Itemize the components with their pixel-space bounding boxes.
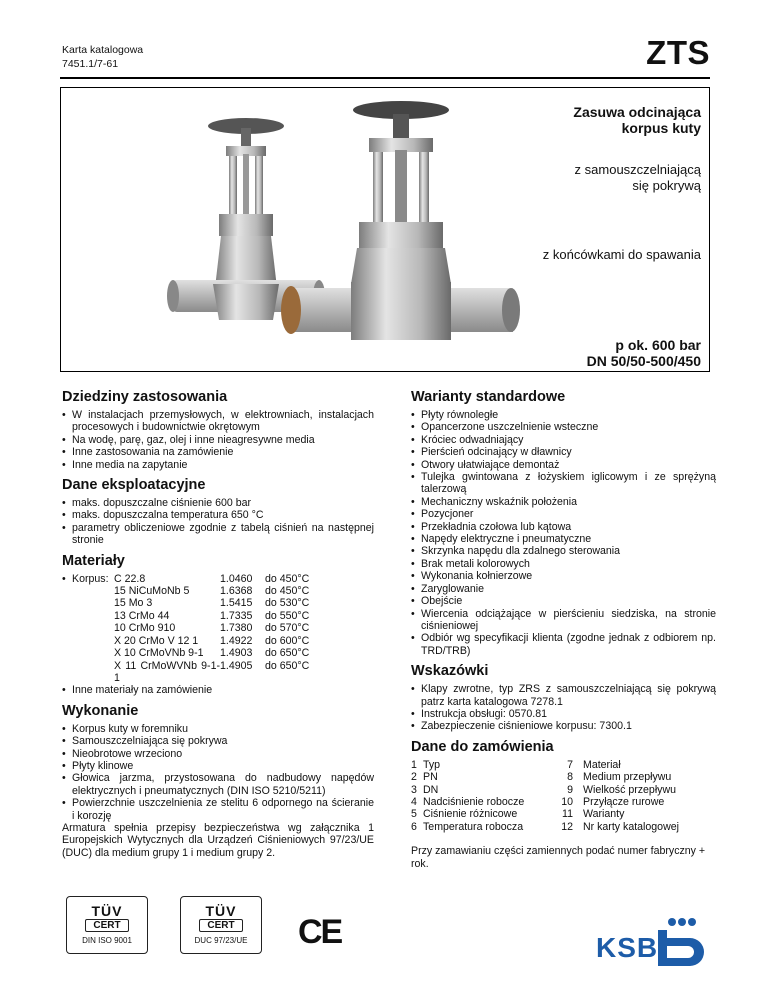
order-label: Materiał	[583, 758, 621, 771]
material-name: X 10 CrMoVNb 9-1	[114, 647, 204, 660]
material-code: 1.4903	[220, 647, 253, 660]
order-label: Medium przepływu	[583, 771, 672, 784]
section-title-variants: Warianty standardowe	[411, 389, 566, 405]
materials-list	[62, 573, 374, 697]
order-label: Przyłącze rurowe	[583, 795, 665, 808]
material-row	[72, 585, 374, 597]
material-row	[72, 573, 374, 585]
section-title-operating-data: Dane eksploatacyjne	[62, 477, 206, 494]
header-divider	[60, 77, 710, 79]
material-code: 1.4905	[220, 659, 253, 672]
material-name: X 20 CrMo V 12 1	[114, 634, 199, 647]
material-temp: do 550°C	[265, 609, 310, 622]
list-item: • Obejście	[411, 595, 716, 607]
list-item: • Płyty klinowe	[62, 760, 374, 772]
order-row	[411, 808, 716, 820]
cert-logo-text: CERT	[199, 919, 243, 932]
order-data-table	[411, 759, 716, 833]
materials-table	[62, 573, 374, 685]
section-title-materials: Materiały	[62, 552, 125, 569]
material-row	[72, 647, 374, 659]
hero-title-line2: korpus kuty	[621, 120, 701, 136]
notes-list	[411, 683, 716, 733]
ksb-logo-mark	[656, 914, 708, 970]
variants-list	[411, 409, 716, 657]
order-row	[411, 796, 716, 808]
list-item: • W instalacjach przemysłowych, w elektrowniach, instalacjach procesowych i budownictwie okrętowym	[62, 409, 374, 434]
material-temp: do 600°C	[265, 634, 310, 647]
list-item: • Korpus kuty w foremniku	[62, 723, 374, 735]
order-label: Nadciśnienie robocze	[423, 795, 525, 808]
order-label: Temperatura robocza	[423, 820, 524, 833]
valve-image	[101, 88, 521, 371]
order-row	[411, 771, 716, 783]
order-num: 4	[411, 795, 417, 808]
list-item: • Otwory ułatwiające demontaż	[411, 459, 716, 471]
large-valve	[281, 101, 520, 340]
order-num: 9	[567, 783, 573, 796]
left-column	[62, 389, 374, 859]
hero-sub1-line1: z samouszczelniającą	[574, 162, 701, 177]
list-item: • Wykonania kołnierzowe	[411, 570, 716, 582]
order-label: Warianty	[583, 808, 625, 821]
section-title-order-data: Dane do zamówienia	[411, 738, 554, 755]
list-item: • Opancerzone uszczelnienie wsteczne	[411, 421, 716, 433]
hero-box	[60, 87, 710, 372]
order-num: 8	[567, 771, 573, 784]
material-code: 1.7380	[220, 622, 253, 635]
design-list	[62, 723, 374, 822]
list-item: • Pozycjoner	[411, 508, 716, 520]
order-num: 7	[567, 758, 573, 771]
material-code: 1.4922	[220, 634, 253, 647]
material-code: 1.6368	[220, 585, 253, 598]
order-num: 11	[562, 808, 573, 821]
list-item: • Wiercenia odciążające w pierścieniu siedziska, na stronie ciśnieniowej	[411, 608, 716, 633]
tuv-cert-label: DIN ISO 9001	[82, 936, 132, 945]
list-item: • maks. dopuszczalne ciśnienie 600 bar	[62, 497, 374, 509]
material-name: C 22.8	[114, 572, 146, 585]
spec-dn: DN 50/50-500/450	[586, 353, 701, 369]
material-name: 15 NiCuMoNb 5	[114, 585, 190, 598]
hero-specs	[587, 337, 701, 369]
material-row	[72, 597, 374, 609]
material-temp: do 570°C	[265, 622, 310, 635]
list-item: • Inne media na zapytanie	[62, 459, 374, 471]
order-label: DN	[423, 783, 439, 796]
list-item: • Króciec odwadniający	[411, 434, 716, 446]
design-note: Armatura spełnia przepisy bezpieczeństwa wg załącznika 1 Europejskich Wytycznych dla Urządzeń Ciśnieniowych 97/23/UE (DUC) dla medium grupy 1 i medium grupy 2.	[62, 821, 374, 859]
list-item: • Inne zastosowania na zamówienie	[62, 446, 374, 458]
applications-list	[62, 409, 374, 471]
cert-logo-text: CERT	[85, 919, 129, 932]
list-item: • Inne materiały na zamówienie	[62, 684, 374, 696]
list-item: • Samouszczelniająca się pokrywa	[62, 735, 374, 747]
hero-title-line1: Zasuwa odcinająca	[573, 104, 701, 120]
order-num: 6	[411, 820, 417, 833]
doc-header	[62, 43, 143, 71]
tuv-cert-badge-duc	[180, 896, 262, 954]
order-label: Wielkość przepływu	[583, 783, 677, 796]
material-temp: do 650°C	[265, 659, 310, 672]
hero-subtitle-2: z końcówkami do spawania	[542, 247, 701, 262]
order-row	[411, 821, 716, 833]
ksb-logo	[596, 926, 714, 976]
material-temp: do 450°C	[265, 572, 310, 585]
material-temp: do 450°C	[265, 585, 310, 598]
material-temp: do 650°C	[265, 647, 310, 660]
doc-number: 7451.1/7-61	[62, 58, 119, 70]
list-item: • Mechaniczny wskaźnik położenia	[411, 496, 716, 508]
list-item: • Napędy elektryczne i pneumatyczne	[411, 533, 716, 545]
list-item: • Zabezpieczenie ciśnieniowe korpusu: 7300.1	[411, 720, 716, 732]
list-item: • Instrukcja obsługi: 0570.81	[411, 708, 716, 720]
list-item: • Głowica jarzma, przystosowana do nadbudowy napędów elektrycznych i pneumatycznych (DIN ISO 5210/5211)	[62, 772, 374, 797]
list-item: • Powierzchnie uszczelnienia ze stelitu 6 odpornego na ścieranie i korozję	[62, 797, 374, 822]
product-code: ZTS	[646, 34, 710, 71]
tuv-cert-label: DUC 97/23/UE	[194, 936, 248, 945]
operating-data-list	[62, 497, 374, 547]
right-column	[411, 389, 716, 870]
material-row	[72, 635, 374, 647]
hero-title	[573, 104, 701, 136]
list-item: • Klapy zwrotne, typ ZRS z samouszczelniającą się pokrywą patrz karta katalogowa 7278.1	[411, 683, 716, 708]
list-item: • Przekładnia czołowa lub kątowa	[411, 521, 716, 533]
section-title-notes: Wskazówki	[411, 663, 489, 680]
doc-type: Karta katalogowa	[62, 44, 144, 56]
material-code: 1.0460	[220, 572, 253, 585]
order-label: PN	[423, 771, 438, 784]
list-item: • Skrzynka napędu dla zdalnego sterowania	[411, 545, 716, 557]
material-name: 10 CrMo 910	[114, 622, 176, 635]
list-item: • Tulejka gwintowana z łożyskiem iglicowym i ze sprężyną talerzową	[411, 471, 716, 496]
material-row	[72, 610, 374, 622]
material-code: 1.5415	[220, 597, 253, 610]
list-item: • maks. dopuszczalna temperatura 650 °C	[62, 509, 374, 521]
tuv-logo-text: TÜV	[91, 903, 123, 919]
order-num: 5	[411, 808, 417, 821]
material-name: 13 CrMo 44	[114, 609, 170, 622]
ce-mark: CE	[298, 913, 342, 951]
section-title-applications: Dziedziny zastosowania	[62, 389, 228, 405]
tuv-logo-text: TÜV	[205, 903, 237, 919]
list-item: • parametry obliczeniowe zgodnie z tabelą ciśnień na następnej stronie	[62, 522, 374, 547]
material-name: 15 Mo 3	[114, 597, 153, 610]
material-row	[72, 660, 374, 685]
order-num: 10	[561, 795, 573, 808]
order-num: 3	[411, 783, 417, 796]
hero-subtitle-1	[575, 162, 701, 194]
material-temp: do 530°C	[265, 597, 310, 610]
order-label: Ciśnienie różnicowe	[423, 808, 518, 821]
list-item: • Płyty równoległe	[411, 409, 716, 421]
hero-sub1-line2: się pokrywą	[632, 178, 701, 193]
order-num: 1	[411, 758, 417, 771]
materials-label: • Korpus:	[72, 572, 109, 585]
order-label: Nr karty katalogowej	[583, 820, 679, 833]
order-num: 12	[561, 820, 573, 833]
list-item: • Na wodę, parę, gaz, olej i inne nieagresywne media	[62, 434, 374, 446]
list-item: • Odbiór wg specyfikacji klienta (zgodne jednak z odbiorem np. TRD/TRB)	[411, 632, 716, 657]
material-code: 1.7335	[220, 609, 253, 622]
order-note: Przy zamawianiu części zamiennych podać numer fabryczny + rok.	[411, 845, 706, 870]
material-row	[72, 622, 374, 634]
material-name: X 11 CrMoWVNb 9-1-1	[114, 659, 220, 684]
list-item: • Zaryglowanie	[411, 583, 716, 595]
order-row	[411, 759, 716, 771]
tuv-cert-badge-iso9001	[66, 896, 148, 954]
order-label: Typ	[423, 758, 441, 771]
section-title-design: Wykonanie	[62, 702, 139, 719]
list-item: • Brak metali kolorowych	[411, 558, 716, 570]
list-item: • Nieobrotowe wrzeciono	[62, 748, 374, 760]
order-row	[411, 784, 716, 796]
ksb-logo-text: KSB	[596, 932, 659, 963]
list-item: • Pierścień odcinający w dławnicy	[411, 446, 716, 458]
order-num: 2	[411, 771, 417, 784]
spec-pressure: p ok. 600 bar	[615, 337, 701, 353]
